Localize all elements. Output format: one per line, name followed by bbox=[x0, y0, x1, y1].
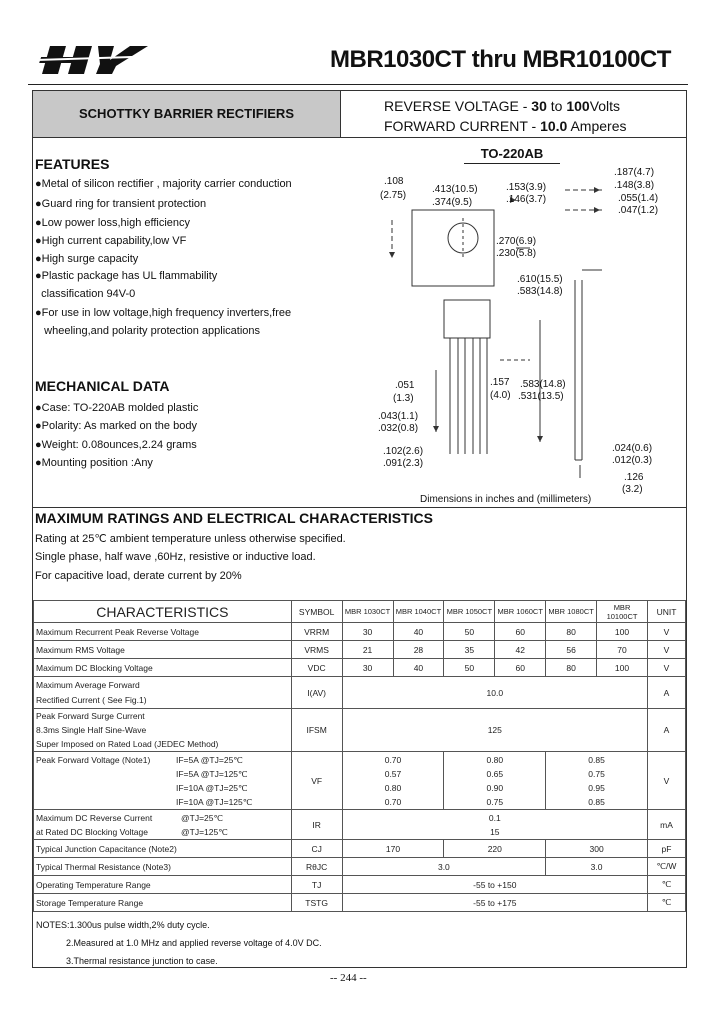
param-unit: ℃ bbox=[647, 894, 685, 912]
vf-group bbox=[546, 752, 648, 810]
feature-item: ●High surge capacity bbox=[35, 253, 139, 265]
param-label-line: Rectified Current ( See Fig.1) bbox=[36, 694, 147, 705]
hy-logo bbox=[36, 42, 166, 78]
cell-value: 0.75 bbox=[588, 768, 605, 779]
ir-values bbox=[342, 810, 647, 840]
cell-value: 15 bbox=[490, 826, 500, 837]
mechanical-heading: MECHANICAL DATA bbox=[35, 378, 170, 394]
vf-condition: IF=5A @TJ=125℃ bbox=[176, 768, 248, 779]
dim-label: .024(0.6) bbox=[612, 443, 653, 454]
reverse-voltage-label: REVERSE VOLTAGE - bbox=[384, 98, 528, 114]
param-label-line: Peak Forward Surge Current bbox=[36, 711, 145, 721]
param-label: Maximum RMS Voltage bbox=[34, 641, 292, 659]
dim-label: .374(9.5) bbox=[432, 197, 473, 208]
dim-label: .108 bbox=[384, 176, 404, 187]
table-row bbox=[34, 840, 686, 858]
cell-value: 100 bbox=[597, 659, 648, 677]
param-label-line: at Rated DC Blocking Voltage bbox=[36, 826, 148, 837]
cell-value: 60 bbox=[495, 623, 546, 641]
cell-value: 28 bbox=[393, 641, 444, 659]
forward-current-label: FORWARD CURRENT - bbox=[384, 118, 537, 134]
dim-label: (2.75) bbox=[380, 190, 407, 201]
cell-value: 30 bbox=[342, 659, 393, 677]
param-symbol: I(AV) bbox=[291, 677, 342, 709]
cell-value: 60 bbox=[495, 659, 546, 677]
reverse-voltage-spec bbox=[384, 98, 620, 114]
dim-label: .230(5.8) bbox=[496, 248, 537, 259]
unit-header: UNIT bbox=[647, 601, 685, 623]
reverse-voltage-unit: Volts bbox=[589, 98, 621, 114]
category-banner bbox=[33, 91, 341, 138]
dim-label: .413(10.5) bbox=[432, 184, 478, 195]
part-header: MBR 1040CT bbox=[393, 601, 444, 623]
param-symbol: CJ bbox=[291, 840, 342, 858]
param-symbol: VRRM bbox=[291, 623, 342, 641]
cell-value: 10.0 bbox=[342, 677, 647, 709]
param-label bbox=[34, 752, 292, 810]
symbol-header: SYMBOL bbox=[291, 601, 342, 623]
mechanical-item: ●Mounting position :Any bbox=[35, 457, 153, 469]
param-symbol: IFSM bbox=[291, 709, 342, 752]
param-symbol: RθJC bbox=[291, 858, 342, 876]
dimensions-caption: Dimensions in inches and (millimeters) bbox=[420, 494, 592, 505]
vf-group bbox=[342, 752, 444, 810]
cell-value: 3.0 bbox=[546, 858, 648, 876]
cell-value: 21 bbox=[342, 641, 393, 659]
forward-current-value: 10.0 bbox=[540, 118, 568, 134]
title-rule bbox=[28, 84, 688, 85]
forward-current-unit: Amperes bbox=[570, 118, 627, 134]
table-row bbox=[34, 858, 686, 876]
param-unit: V bbox=[647, 623, 685, 641]
header-divider bbox=[340, 137, 686, 138]
dim-label: .187(4.7) bbox=[614, 167, 655, 178]
param-label-line: Maximum Average Forward bbox=[36, 679, 140, 690]
section-divider bbox=[33, 507, 686, 508]
cell-value: 0.80 bbox=[384, 782, 402, 793]
param-label bbox=[34, 677, 292, 709]
param-unit: A bbox=[647, 709, 685, 752]
features-heading: FEATURES bbox=[35, 156, 110, 172]
param-label bbox=[34, 709, 292, 752]
param-label-line: 8.3ms Single Half Sine-Wave bbox=[36, 725, 147, 735]
characteristics-table bbox=[33, 600, 686, 912]
dim-label: .032(0.8) bbox=[378, 423, 419, 434]
param-symbol: TJ bbox=[291, 876, 342, 894]
dim-label: .047(1.2) bbox=[618, 205, 659, 216]
param-label: Typical Junction Capacitance (Note2) bbox=[34, 840, 292, 858]
part-header: MBR 1080CT bbox=[546, 601, 597, 623]
page-number: -- 244 -- bbox=[330, 972, 367, 984]
table-row bbox=[34, 752, 686, 810]
note: 3.Thermal resistance junction to case. bbox=[66, 956, 218, 966]
dim-label: .012(0.3) bbox=[612, 455, 653, 466]
cell-value: 0.80 bbox=[486, 754, 504, 765]
cell-value: 3.0 bbox=[342, 858, 546, 876]
ratings-line: For capacitive load, derate current by 20% bbox=[35, 570, 242, 582]
vf-group bbox=[444, 752, 546, 810]
cell-value: 170 bbox=[342, 840, 444, 858]
dim-label: .270(6.9) bbox=[496, 236, 537, 247]
param-unit: mA bbox=[647, 810, 685, 840]
part-header: MBR 10100CT bbox=[597, 601, 648, 623]
dim-label: .043(1.1) bbox=[378, 411, 419, 422]
cell-value: 40 bbox=[393, 623, 444, 641]
table-row bbox=[34, 641, 686, 659]
cell-value: 0.85 bbox=[588, 796, 605, 807]
cell-value: 0.65 bbox=[486, 768, 504, 779]
cell-value: -55 to +150 bbox=[342, 876, 647, 894]
cell-value: 0.75 bbox=[486, 796, 504, 807]
dim-label: .102(2.6) bbox=[383, 446, 424, 457]
dim-label: .091(2.3) bbox=[383, 458, 424, 469]
ir-condition: @TJ=125℃ bbox=[181, 826, 228, 837]
vf-condition: IF=10A @TJ=25℃ bbox=[176, 782, 248, 793]
dim-label: .126 bbox=[624, 472, 644, 483]
table-row bbox=[34, 876, 686, 894]
param-label-line: Super Imposed on Rated Load (JEDEC Method) bbox=[36, 739, 219, 749]
cell-value: 80 bbox=[546, 623, 597, 641]
cell-value: 50 bbox=[444, 659, 495, 677]
ratings-line: Single phase, half wave ,60Hz, resistive or inductive load. bbox=[35, 551, 316, 563]
category-label: SCHOTTKY BARRIER RECTIFIERS bbox=[79, 106, 294, 121]
dim-label: .153(3.9) bbox=[506, 182, 547, 193]
cell-value: 70 bbox=[597, 641, 648, 659]
feature-item: ●For use in low voltage,high frequency inverters,free bbox=[35, 307, 292, 319]
table-row bbox=[34, 623, 686, 641]
cell-value: 40 bbox=[393, 659, 444, 677]
reverse-voltage-to: to bbox=[550, 98, 563, 114]
feature-item: classification 94V-0 bbox=[35, 288, 136, 300]
param-label: Operating Temperature Range bbox=[34, 876, 292, 894]
dim-label: .610(15.5) bbox=[517, 274, 563, 285]
feature-item: ●Guard ring for transient protection bbox=[35, 198, 207, 210]
feature-item: ●Plastic package has UL flammability bbox=[35, 270, 218, 282]
table-row bbox=[34, 659, 686, 677]
characteristics-header: CHARACTERISTICS bbox=[34, 601, 292, 623]
dim-label: (1.3) bbox=[393, 393, 414, 404]
param-unit: pF bbox=[647, 840, 685, 858]
param-label: Maximum DC Blocking Voltage bbox=[34, 659, 292, 677]
table-header-row bbox=[34, 601, 686, 623]
param-symbol: VDC bbox=[291, 659, 342, 677]
param-unit: A bbox=[647, 677, 685, 709]
ratings-heading: MAXIMUM RATINGS AND ELECTRICAL CHARACTERISTICS bbox=[35, 510, 433, 526]
table-row bbox=[34, 677, 686, 709]
param-unit: V bbox=[647, 752, 685, 810]
cell-value: 80 bbox=[546, 659, 597, 677]
page-title: MBR1030CT thru MBR10100CT bbox=[330, 46, 671, 73]
dim-label: .148(3.8) bbox=[614, 180, 655, 191]
cell-value: 0.70 bbox=[384, 754, 402, 765]
part-header: MBR 1050CT bbox=[444, 601, 495, 623]
dim-label: .146(3.7) bbox=[506, 194, 547, 205]
cell-value: 56 bbox=[546, 641, 597, 659]
param-unit: V bbox=[647, 659, 685, 677]
ratings-line: Rating at 25℃ ambient temperature unless otherwise specified. bbox=[35, 533, 346, 545]
dim-label: (3.2) bbox=[622, 484, 643, 495]
feature-item: wheeling,and polarity protection applications bbox=[35, 325, 261, 337]
param-label-line: Maximum DC Reverse Current bbox=[36, 812, 153, 823]
cell-value: 0.57 bbox=[384, 768, 402, 779]
param-symbol: VRMS bbox=[291, 641, 342, 659]
reverse-voltage-min: 30 bbox=[531, 98, 547, 114]
cell-value: 100 bbox=[597, 623, 648, 641]
table-row bbox=[34, 810, 686, 840]
dim-label: .157 bbox=[490, 377, 510, 388]
ir-condition: @TJ=25℃ bbox=[181, 812, 224, 823]
forward-current-spec bbox=[384, 118, 626, 134]
dim-label: .051 bbox=[395, 380, 415, 391]
dim-label: .583(14.8) bbox=[520, 379, 566, 390]
cell-value: 125 bbox=[342, 709, 647, 752]
note: NOTES:1.300us pulse width,2% duty cycle. bbox=[36, 920, 210, 930]
cell-value: 0.1 bbox=[488, 812, 501, 823]
note: 2.Measured at 1.0 MHz and applied reverse voltage of 4.0V DC. bbox=[66, 938, 322, 948]
reverse-voltage-max: 100 bbox=[566, 98, 590, 114]
cell-value: 220 bbox=[444, 840, 546, 858]
cell-value: 300 bbox=[546, 840, 648, 858]
param-label: Maximum Recurrent Peak Reverse Voltage bbox=[34, 623, 292, 641]
part-header: MBR 1030CT bbox=[342, 601, 393, 623]
param-symbol: IR bbox=[291, 810, 342, 840]
param-symbol: VF bbox=[291, 752, 342, 810]
param-unit: ℃/W bbox=[647, 858, 685, 876]
cell-value: 50 bbox=[444, 623, 495, 641]
cell-value: -55 to +175 bbox=[342, 894, 647, 912]
cell-value: 0.95 bbox=[588, 782, 605, 793]
mechanical-item: ●Polarity: As marked on the body bbox=[35, 420, 197, 432]
feature-item: ●Low power loss,high efficiency bbox=[35, 217, 191, 229]
cell-value: 35 bbox=[444, 641, 495, 659]
mechanical-item: ●Weight: 0.08ounces,2.24 grams bbox=[35, 439, 197, 451]
cell-value: 0.85 bbox=[588, 754, 605, 765]
param-label-line: Peak Forward Voltage (Note1) bbox=[36, 754, 151, 765]
dim-label: .583(14.8) bbox=[517, 286, 563, 297]
dim-label: (4.0) bbox=[490, 390, 511, 401]
param-label bbox=[34, 810, 292, 840]
vf-condition: IF=5A @TJ=25℃ bbox=[176, 754, 243, 765]
vf-condition: IF=10A @TJ=125℃ bbox=[176, 796, 253, 807]
package-name: TO-220AB bbox=[464, 146, 560, 164]
feature-item: ●Metal of silicon rectifier , majority carrier conduction bbox=[35, 178, 292, 190]
dim-label: .531(13.5) bbox=[518, 391, 564, 402]
cell-value: 0.90 bbox=[486, 782, 504, 793]
param-label: Storage Temperature Range bbox=[34, 894, 292, 912]
param-unit: ℃ bbox=[647, 876, 685, 894]
param-label: Typical Thermal Resistance (Note3) bbox=[34, 858, 292, 876]
cell-value: 30 bbox=[342, 623, 393, 641]
dim-label: .055(1.4) bbox=[618, 193, 659, 204]
cell-value: 0.70 bbox=[384, 796, 402, 807]
cell-value: 42 bbox=[495, 641, 546, 659]
param-unit: V bbox=[647, 641, 685, 659]
mechanical-item: ●Case: TO-220AB molded plastic bbox=[35, 402, 199, 414]
feature-item: ●High current capability,low VF bbox=[35, 235, 187, 247]
part-header: MBR 1060CT bbox=[495, 601, 546, 623]
param-symbol: TSTG bbox=[291, 894, 342, 912]
table-row bbox=[34, 709, 686, 752]
table-row bbox=[34, 894, 686, 912]
